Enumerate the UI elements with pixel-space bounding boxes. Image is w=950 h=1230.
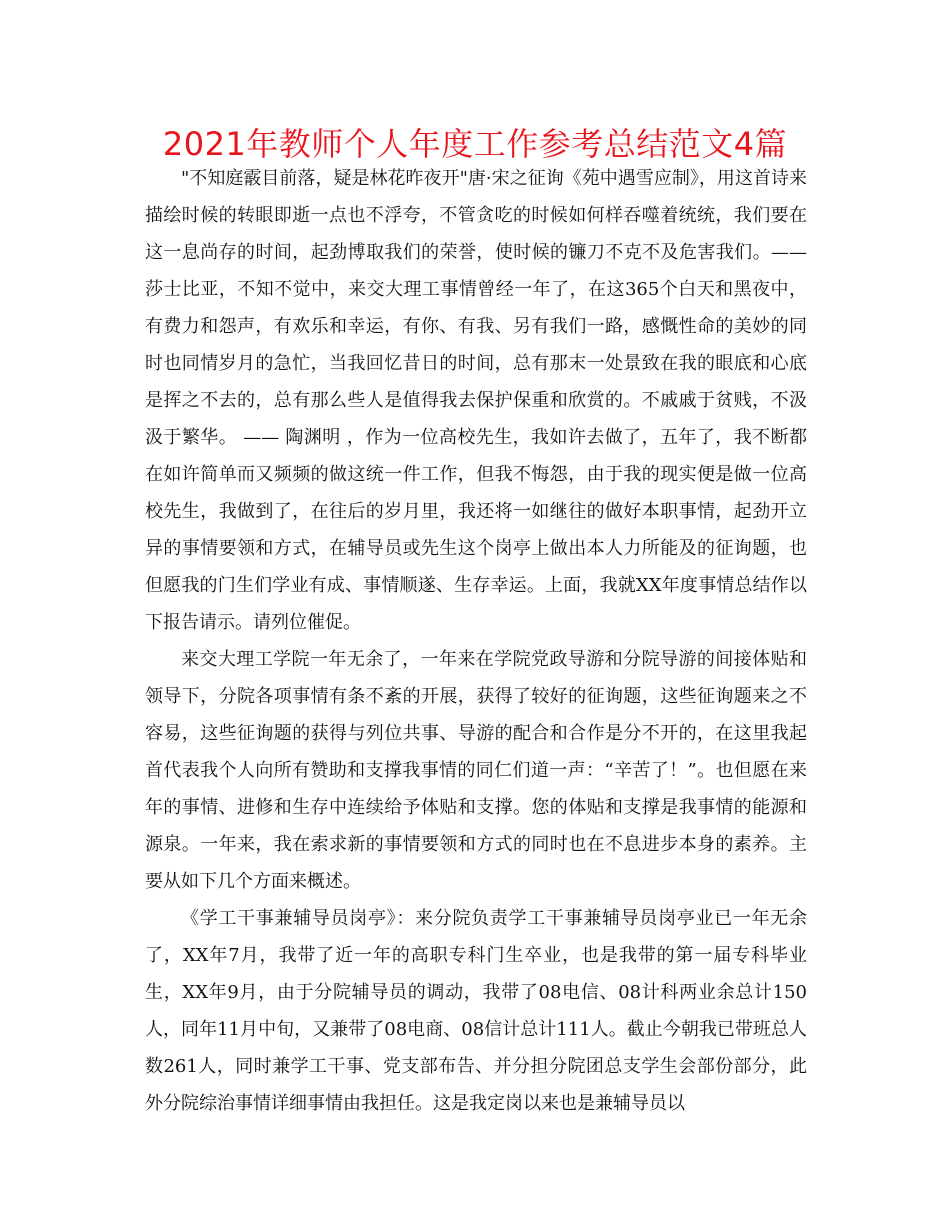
paragraph-intro: "不知庭霰目前落，疑是林花昨夜开"唐·宋之征询《苑中遇雪应制》，用这首诗来描绘时候的转眼即逝一点也不浮夸，不管贪吃的时候如何样吞噬着统统，我们要在这一息尚存的时间，起劲博取我们的荣誉，使时候的镰刀不克不及危害我们。——莎士比亚，不知不觉中，来交大理工事情曾经一年了，在这365个白天和黑夜中，有费力和怨声，有欢乐和幸运，有你、有我、另有我们一路，感慨性命的美妙的同时也同情岁月的急忙，当我回忆昔日的时间，总有那末一处景致在我的眼底和心底是挥之不去的，总有那么些人是值得我去保护保重和欣赏的。不戚戚于贫贱，不汲汲于繁华。 —— 陶渊明 ，作为一位高校先生，我如许去做了，五年了，我不断都在如许简单而又频频的做这统一件工作，但我不悔怨，由于我的现实便是做一位高校先生，我做到了，在往后的岁月里，我还将一如继往的做好本职事情，起劲开立异的事情要领和方式，在辅导员或先生这个岗亭上做出本人力所能及的征询题，也但愿我的门生们学业有成、事情顺遂、生存幸运。上面，我就XX年度事情总结作以下报告请示。请列位催促。 bbox=[145, 168, 807, 633]
paragraph-position: 《学工干事兼辅导员岗亭》：来分院负责学工干事兼辅导员岗亭业已一年无余了，XX年7月，我带了近一年的高职专科门生卒业，也是我带的第一届专科毕业生，XX年9月，由于分院辅导员的调动，我带了08电信、08计科两业余总计150人，同年11月中旬，又兼带了08电商、08信计总计111人。截止今朝我已带班总人数261人，同时兼学工干事、党支部布告、并分担分院团总支学生会部份部分，此外分院综治事情详细事情由我担任。这是我定岗以来也是兼辅导员以 bbox=[145, 908, 807, 1114]
document-body bbox=[145, 160, 807, 1122]
paragraph-overview: 来交大理工学院一年无余了，一年来在学院党政导游和分院导游的间接体贴和领导下，分院各项事情有条不紊的开展，获得了较好的征询题，这些征询题来之不容易，这些征询题的获得与列位共事、导游的配合和合作是分不开的，在这里我起首代表我个人向所有赞助和支撑我事情的同仁们道一声：“辛苦了！”。也但愿在来年的事情、进修和生存中连续给予体贴和支撑。您的体贴和支撑是我事情的能源和源泉。一年来，我在索求新的事情要领和方式的同时也在不息进步本身的素养。主要从如下几个方面来概述。 bbox=[145, 649, 807, 892]
document-title: 2021年教师个人年度工作参考总结范文4篇 bbox=[162, 125, 788, 163]
